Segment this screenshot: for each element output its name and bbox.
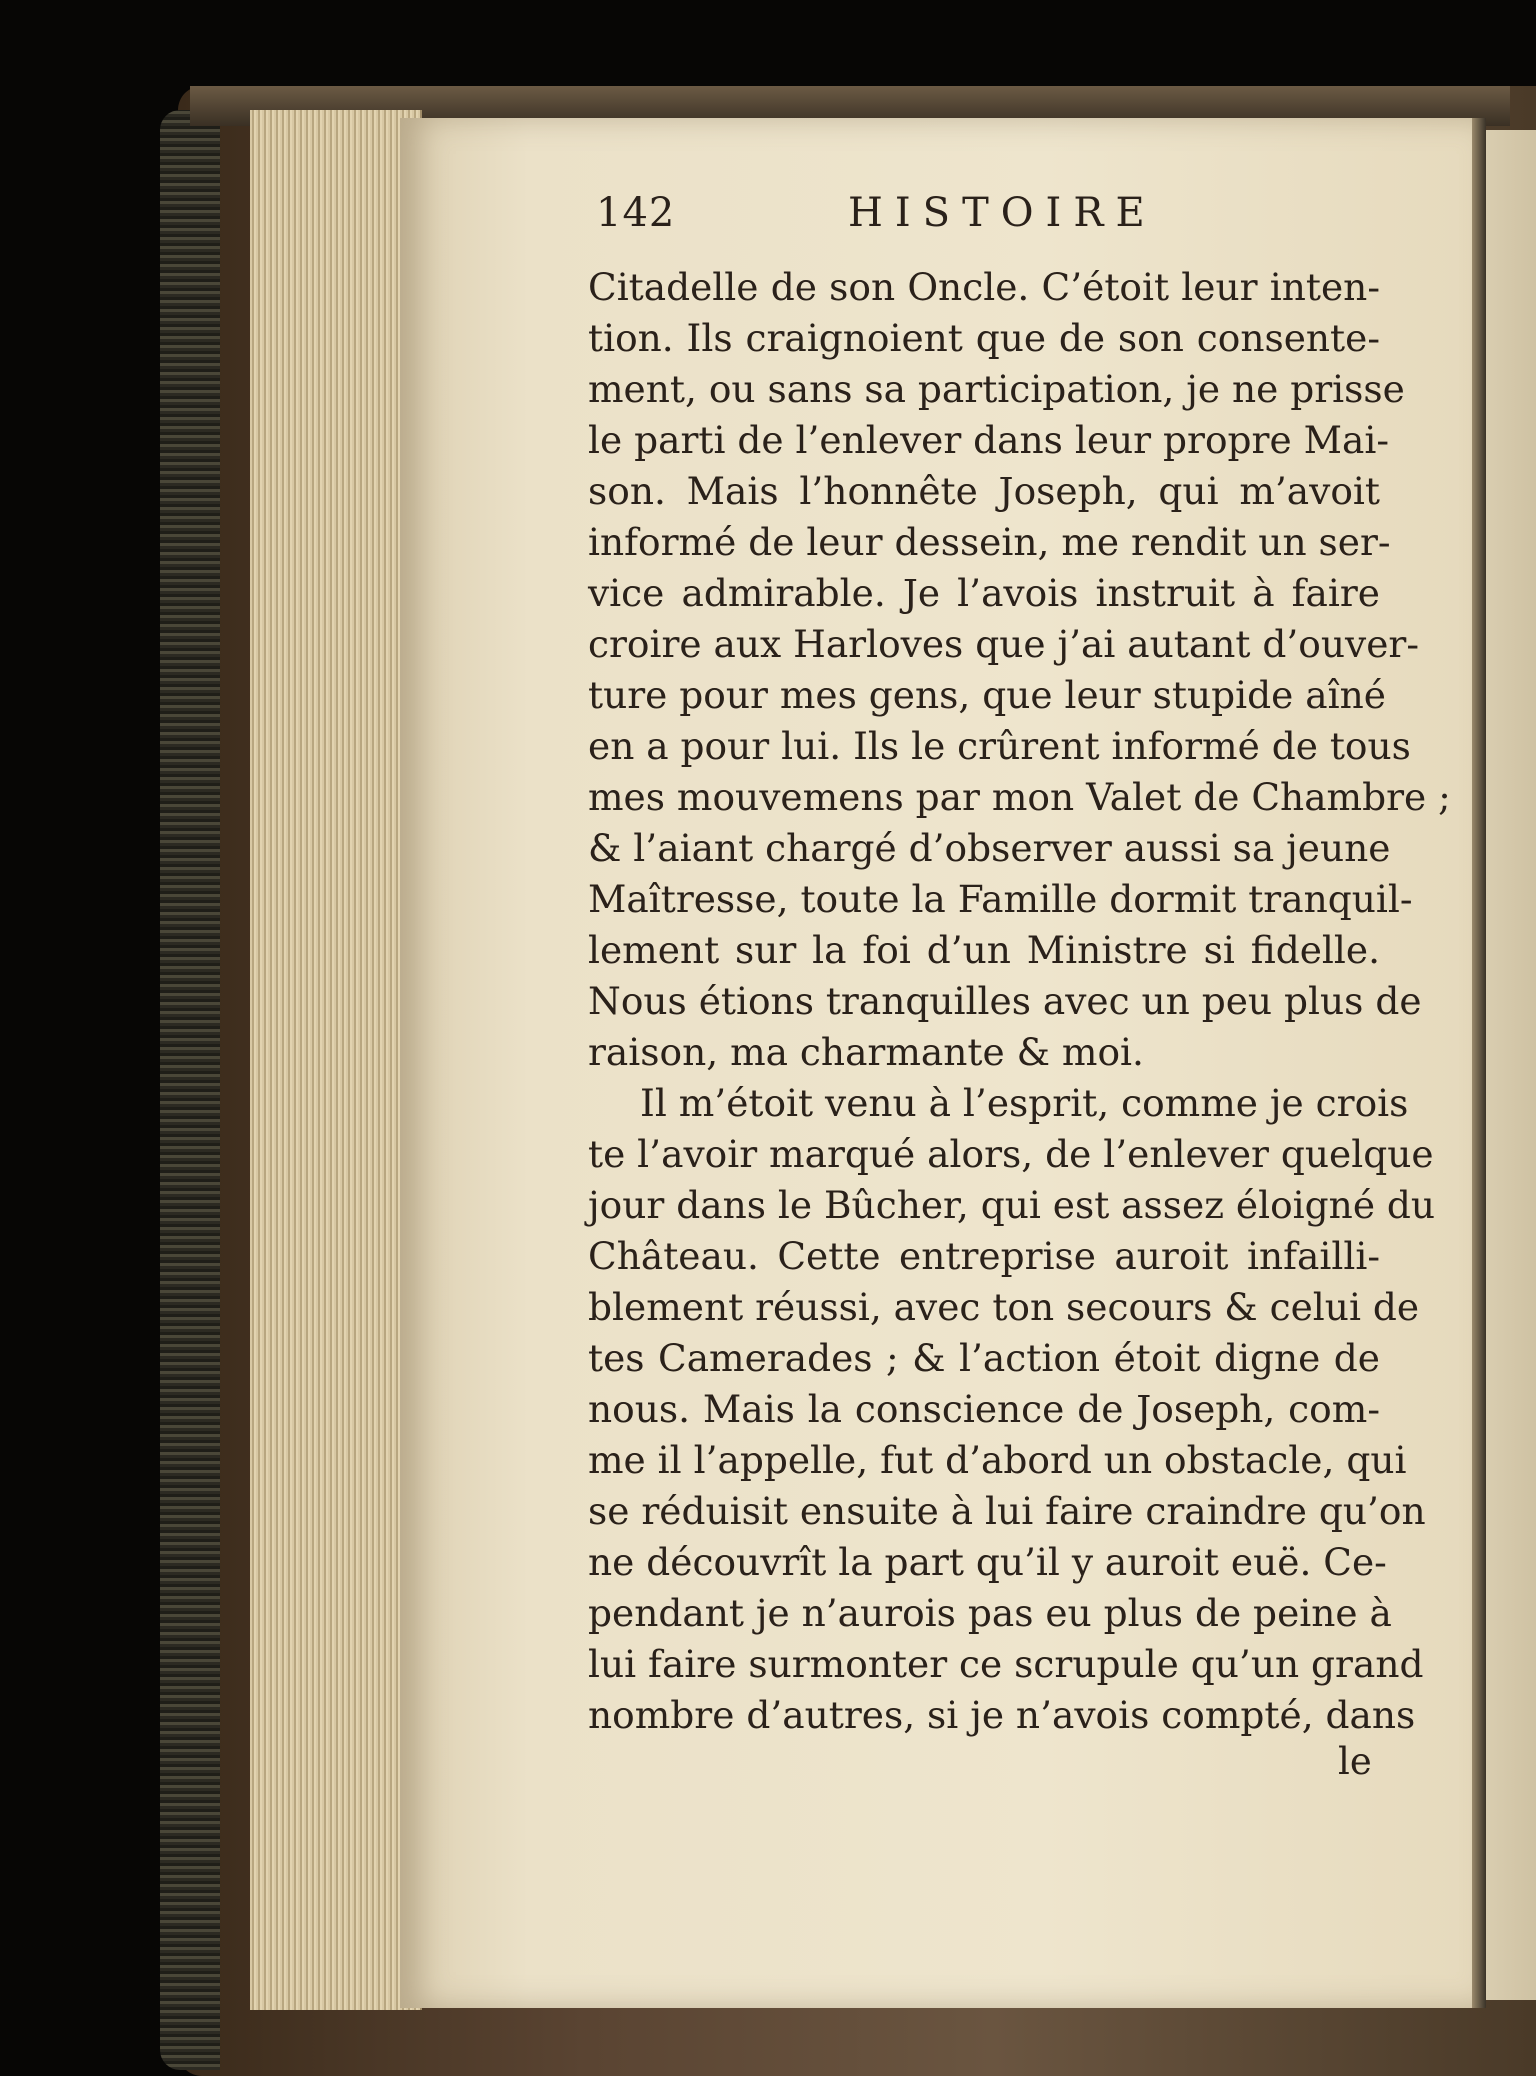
text-line: vice admirable. Je l’avois instruit à faire (588, 571, 1380, 615)
text-line: jour dans le Bûcher, qui est assez éloigné du (588, 1183, 1436, 1227)
page-block-edges (250, 110, 422, 2010)
text-line: pendant je n’aurois pas eu plus de peine à (588, 1591, 1392, 1635)
text-line: & l’aiant chargé d’observer aussi sa jeune (588, 826, 1391, 870)
page-text (588, 262, 1451, 1741)
text-line: lement sur la foi d’un Ministre si fidelle. (588, 928, 1380, 972)
text-line: Il m’étoit venu à l’esprit, comme je crois (640, 1081, 1409, 1125)
text-line: ne découvrît la part qu’il y auroit euë. Ce- (588, 1540, 1387, 1584)
text-line: Citadelle de son Oncle. C’étoit leur inten- (588, 265, 1380, 309)
text-line: tes Camerades ; & l’action étoit digne de (588, 1336, 1380, 1380)
text-line: tion. Ils craignoient que de son consente- (588, 316, 1380, 360)
text-line: me il l’appelle, fut d’abord un obstacle, qui (588, 1438, 1407, 1482)
catchword: le (1338, 1740, 1372, 1783)
text-line: lui faire surmonter ce scrupule qu’un grand (588, 1642, 1424, 1686)
text-line: informé de leur dessein, me rendit un ser- (588, 520, 1391, 564)
text-line: nombre d’autres, si je n’avois compté, dans (588, 1693, 1416, 1737)
page-gutter (1472, 118, 1486, 2008)
book-spine-edge (160, 110, 220, 2070)
page-header (596, 190, 1156, 250)
text-line: nous. Mais la conscience de Joseph, com- (588, 1387, 1380, 1431)
text-line: ture pour mes gens, que leur stupide aîné (588, 673, 1386, 717)
text-line: ment, ou sans sa participation, je ne prisse (588, 367, 1405, 411)
text-line: raison, ma charmante & moi. (588, 1030, 1144, 1074)
running-head: HISTOIRE (848, 190, 1157, 236)
text-line: en a pour lui. Ils le crûrent informé de tous (588, 724, 1411, 768)
page-number: 142 (596, 190, 676, 236)
text-line: Nous étions tranquilles avec un peu plus de (588, 979, 1422, 1023)
facing-page-edge (1486, 130, 1536, 2000)
text-line: son. Mais l’honnête Joseph, qui m’avoit (588, 469, 1380, 513)
text-line: te l’avoir marqué alors, de l’enlever quelque (588, 1132, 1434, 1176)
text-line: Château. Cette entreprise auroit infailli- (588, 1234, 1380, 1278)
text-line: Maîtresse, toute la Famille dormit tranquil- (588, 877, 1413, 921)
text-line: croire aux Harloves que j’ai autant d’ouver- (588, 622, 1420, 666)
text-line: blement réussi, avec ton secours & celui de (588, 1285, 1420, 1329)
text-line: se réduisit ensuite à lui faire craindre qu’on (588, 1489, 1426, 1533)
text-line: le parti de l’enlever dans leur propre Mai- (588, 418, 1389, 462)
text-line: mes mouvemens par mon Valet de Chambre ; (588, 775, 1451, 819)
